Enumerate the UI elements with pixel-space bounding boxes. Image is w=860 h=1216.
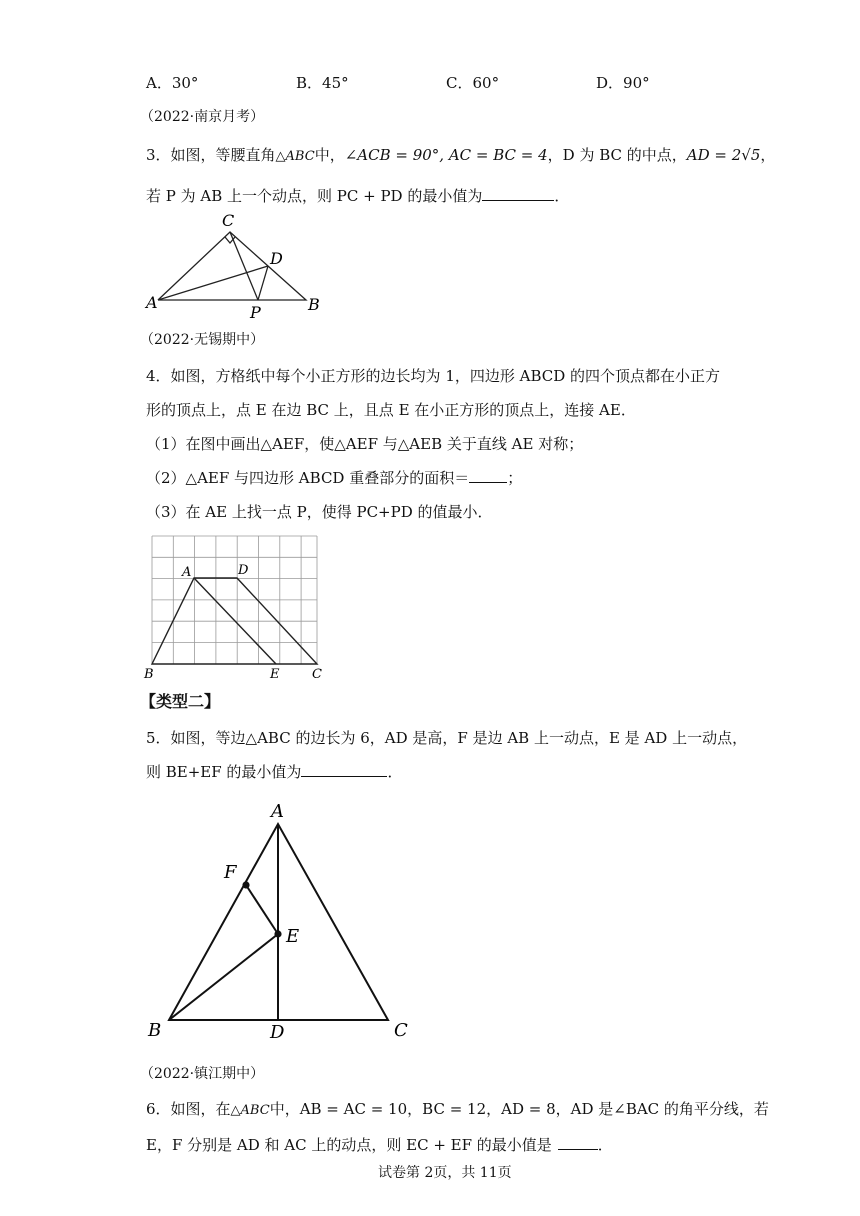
q6-text: 6．如图，在 [146, 1100, 231, 1118]
point-e [274, 930, 281, 937]
q4-sub1: （1）在图中画出△AEF，使△AEF 与△AEB 关于直线 AE 对称； [146, 435, 584, 453]
label-e: E [270, 667, 280, 682]
label-c: C [222, 211, 235, 230]
q5-text: 则 BE+EF 的最小值为 [146, 763, 302, 781]
q5-line2 [146, 762, 402, 782]
q4-text: ； [507, 469, 523, 487]
answer-blank[interactable] [301, 762, 387, 777]
q4-source: （2022·无锡期中） [140, 332, 265, 348]
option-a: A．30° [146, 74, 199, 92]
label-d: D [270, 1022, 285, 1043]
q3-source: （2022·南京月考） [140, 109, 265, 125]
q3-figure [140, 210, 340, 322]
q3-text: 3．如图，等腰直角 [146, 146, 276, 164]
segment-be [169, 934, 278, 1020]
q6-triangle: △ABC [230, 1103, 270, 1118]
q4-sub2 [146, 468, 522, 488]
q3-triangle: △ABC [275, 149, 315, 164]
label-b: B [308, 295, 320, 314]
page-footer: 试卷第 2页，共 11页 [378, 1165, 512, 1181]
label-c: C [394, 1020, 408, 1041]
label-a: A [146, 293, 158, 312]
q4-line1: 4．如图，方格纸中每个小正方形的边长均为 1，四边形 ABCD 的四个顶点都在小正方 [146, 367, 721, 385]
option-c: C．60° [446, 74, 500, 92]
label-e: E [286, 926, 300, 947]
q6-text: ． [597, 1136, 613, 1154]
triangle-abc [158, 232, 306, 300]
q3-line2 [146, 186, 569, 206]
label-d: D [270, 249, 283, 268]
label-a: A [182, 565, 192, 580]
q3-text: 若 P 为 AB 上一个动点，则 PC + PD 的最小值为 [146, 187, 483, 205]
answer-blank[interactable] [482, 186, 554, 201]
segment-pc [230, 232, 258, 300]
q4-grid-figure [140, 528, 330, 682]
q3-formula: AD = 2√5 [686, 146, 761, 164]
q3-line1 [146, 145, 775, 167]
segment-fe [246, 885, 278, 934]
q6-text: 中，AB = AC = 10，BC = 12，AD = 8，AD 是∠BAC 的角平分线，若 [269, 1100, 769, 1118]
option-d: D．90° [596, 74, 650, 92]
point-f [242, 881, 249, 888]
option-b: B．45° [296, 74, 349, 92]
label-f: F [224, 862, 237, 883]
q5-figure [140, 796, 430, 1048]
q6-line2 [146, 1135, 613, 1155]
label-d: D [238, 563, 249, 578]
q3-text: ， [760, 146, 776, 164]
q6-source: （2022·镇江期中） [140, 1066, 265, 1082]
answer-blank[interactable] [469, 468, 507, 483]
q3-text: 中， [314, 146, 345, 164]
q4-sub3: （3）在 AE 上找一点 P，使得 PC+PD 的值最小． [146, 503, 493, 521]
label-c: C [312, 667, 322, 682]
q6-line1 [146, 1099, 769, 1121]
label-p: P [250, 303, 261, 322]
label-a: A [271, 801, 284, 822]
q4-line2: 形的顶点上，点 E 在边 BC 上，且点 E 在小正方形的顶点上，连接 AE． [146, 401, 636, 419]
segment-pd [258, 266, 268, 300]
q6-text: E，F 分别是 AD 和 AC 上的动点，则 EC + EF 的最小值是 [146, 1136, 552, 1154]
section-heading: 【类型二】 [140, 692, 221, 711]
label-b: B [144, 667, 154, 682]
answer-blank[interactable] [558, 1135, 598, 1150]
grid-lines [152, 536, 317, 664]
label-b: B [148, 1020, 162, 1041]
q4-text: （2）△AEF 与四边形 ABCD 重叠部分的面积＝ [146, 469, 470, 487]
q5-text: ． [387, 763, 403, 781]
q3-text: ，D 为 BC 的中点， [547, 146, 687, 164]
q3-formula: ∠ACB = 90°, AC = BC = 4 [344, 146, 548, 164]
q3-text: ． [554, 187, 570, 205]
q5-line1: 5．如图，等边△ABC 的边长为 6，AD 是高，F 是边 AB 上一动点，E 是 AD 上一动点， [146, 729, 748, 747]
